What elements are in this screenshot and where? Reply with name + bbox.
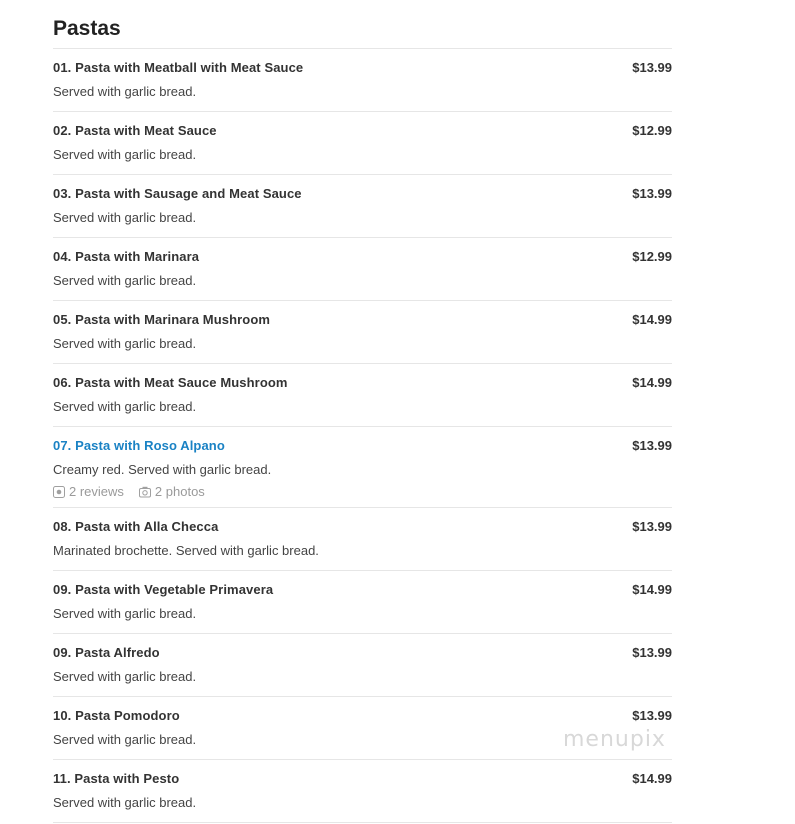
- item-description: Served with garlic bread.: [53, 147, 197, 162]
- item-description: Served with garlic bread.: [53, 606, 197, 621]
- item-name: 02. Pasta with Meat Sauce: [53, 123, 217, 138]
- item-description: Served with garlic bread.: [53, 210, 197, 225]
- item-name: 10. Pasta Pomodoro: [53, 708, 180, 723]
- item-name: 11. Pasta with Pesto: [53, 771, 180, 786]
- item-price: $13.99: [632, 519, 672, 534]
- review-icon: [53, 486, 65, 498]
- item-price: $13.99: [632, 645, 672, 660]
- menu-item: [53, 301, 672, 364]
- item-description: Served with garlic bread.: [53, 84, 197, 99]
- reviews-count: 2 reviews: [69, 484, 124, 499]
- item-description: Served with garlic bread.: [53, 399, 197, 414]
- camera-icon: [139, 486, 151, 498]
- item-description: Served with garlic bread.: [53, 732, 197, 747]
- item-name: 01. Pasta with Meatball with Meat Sauce: [53, 60, 304, 75]
- item-price: $13.99: [632, 438, 672, 453]
- menu-section: [53, 14, 672, 823]
- item-price: $12.99: [632, 249, 672, 264]
- photos-count: 2 photos: [154, 484, 205, 499]
- section-title: Pastas: [53, 14, 672, 49]
- menu-item: [53, 238, 672, 301]
- item-price: $12.99: [632, 123, 672, 138]
- reviews-link[interactable]: [53, 484, 124, 499]
- menu-item: [53, 634, 672, 697]
- menu-item: [53, 571, 672, 634]
- item-name: 09. Pasta Alfredo: [53, 645, 160, 660]
- item-name: 04. Pasta with Marinara: [53, 249, 200, 264]
- item-name: 09. Pasta with Vegetable Primavera: [53, 582, 274, 597]
- item-description: Served with garlic bread.: [53, 669, 197, 684]
- item-price: $13.99: [632, 186, 672, 201]
- item-description: Creamy red. Served with garlic bread.: [53, 462, 272, 477]
- menu-item: [53, 364, 672, 427]
- item-price: $14.99: [632, 582, 672, 597]
- menu-item: [53, 760, 672, 823]
- item-name: 06. Pasta with Meat Sauce Mushroom: [53, 375, 288, 390]
- item-description: Served with garlic bread.: [53, 273, 197, 288]
- menu-item-featured: [53, 427, 672, 508]
- item-name-link[interactable]: 07. Pasta with Roso Alpano: [53, 438, 225, 453]
- item-price: $14.99: [632, 375, 672, 390]
- item-price: $13.99: [632, 60, 672, 75]
- item-meta: [53, 484, 220, 499]
- photos-link[interactable]: [139, 484, 205, 499]
- item-price: $13.99: [632, 708, 672, 723]
- item-description: Served with garlic bread.: [53, 795, 197, 810]
- item-name: 08. Pasta with Alla Checca: [53, 519, 219, 534]
- item-price: $14.99: [632, 771, 672, 786]
- item-name: 03. Pasta with Sausage and Meat Sauce: [53, 186, 302, 201]
- menu-item: [53, 175, 672, 238]
- item-description: Served with garlic bread.: [53, 336, 197, 351]
- menu-item: [53, 49, 672, 112]
- menu-item: [53, 112, 672, 175]
- item-name: 05. Pasta with Marinara Mushroom: [53, 312, 271, 327]
- watermark: menupix: [563, 727, 666, 752]
- menu-item: [53, 508, 672, 571]
- item-price: $14.99: [632, 312, 672, 327]
- item-description: Marinated brochette. Served with garlic bread.: [53, 543, 319, 558]
